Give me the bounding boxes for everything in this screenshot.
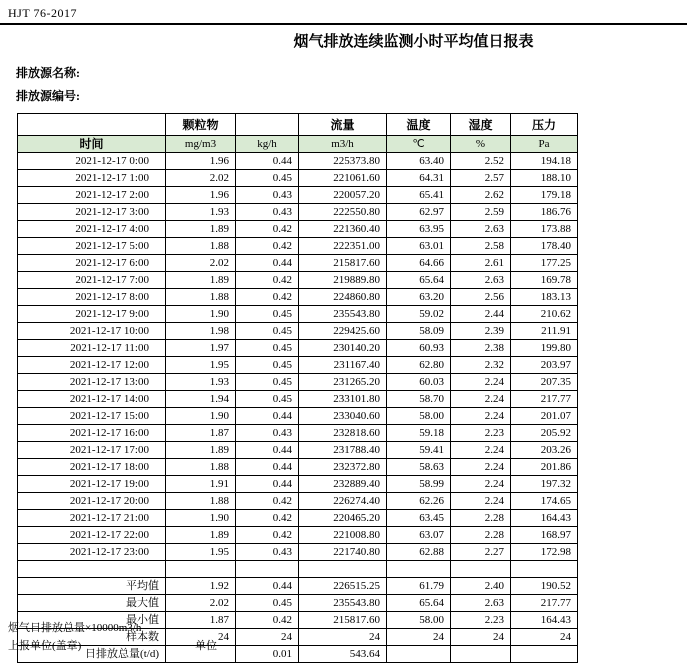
summary-cell-flow: 235543.80 [299,595,387,612]
cell-flow: 224860.80 [299,289,387,306]
cell-pm-kgh: 0.42 [236,510,299,527]
cell-temperature: 63.07 [387,527,451,544]
table-spacer-row [18,561,578,578]
cell-time: 2021-12-17 18:00 [18,459,166,476]
cell-temperature: 60.93 [387,340,451,357]
header-unit-pm-mgm3: mg/m3 [166,136,236,153]
summary-cell-humidity: 2.63 [451,595,511,612]
cell-flow: 221008.80 [299,527,387,544]
summary-row [18,578,578,595]
cell-flow: 221740.80 [299,544,387,561]
summary-cell-flow: 215817.60 [299,612,387,629]
summary-label: 平均值 [18,578,166,595]
summary-label: 最大值 [18,595,166,612]
cell-temperature: 63.40 [387,153,451,170]
summary-cell-pressure: 164.43 [511,612,578,629]
cell-time: 2021-12-17 16:00 [18,425,166,442]
cell-pressure: 194.18 [511,153,578,170]
cell-pm-mgm3: 1.95 [166,544,236,561]
cell-flow: 226274.40 [299,493,387,510]
cell-pm-mgm3: 1.91 [166,476,236,493]
table-row [18,408,578,425]
summary-cell-humidity: 24 [451,629,511,646]
summary-cell-humidity: 2.23 [451,612,511,629]
cell-pm-kgh: 0.42 [236,493,299,510]
cell-humidity: 2.38 [451,340,511,357]
cell-pressure: 178.40 [511,238,578,255]
cell-pm-mgm3: 1.93 [166,374,236,391]
header-divider [0,23,687,25]
cell-pressure: 205.92 [511,425,578,442]
cell-humidity: 2.39 [451,323,511,340]
table-row [18,357,578,374]
cell-pm-kgh: 0.44 [236,408,299,425]
cell-humidity: 2.56 [451,289,511,306]
spacer-cell [18,561,166,578]
header-unit-pressure: Pa [511,136,578,153]
cell-pm-kgh: 0.43 [236,544,299,561]
cell-humidity: 2.24 [451,476,511,493]
cell-temperature: 58.99 [387,476,451,493]
cell-flow: 233101.80 [299,391,387,408]
cell-flow: 232372.80 [299,459,387,476]
cell-humidity: 2.32 [451,357,511,374]
header-unit-pm-kgh: kg/h [236,136,299,153]
cell-humidity: 2.52 [451,153,511,170]
cell-pressure: 199.80 [511,340,578,357]
table-row [18,306,578,323]
table-row [18,493,578,510]
cell-flow: 221360.40 [299,221,387,238]
summary-cell-pm-mgm3: 1.92 [166,578,236,595]
summary-cell-flow: 24 [299,629,387,646]
cell-pm-mgm3: 1.90 [166,306,236,323]
table-row [18,323,578,340]
table-row [18,459,578,476]
summary-cell-pm-kgh: 0.45 [236,595,299,612]
summary-cell-temperature: 58.00 [387,612,451,629]
summary-cell-temperature: 24 [387,629,451,646]
table-row [18,527,578,544]
cell-humidity: 2.28 [451,510,511,527]
cell-temperature: 65.41 [387,187,451,204]
page-title: 烟气排放连续监测小时平均值日报表 [293,34,534,50]
cell-time: 2021-12-17 8:00 [18,289,166,306]
cell-pm-mgm3: 1.88 [166,493,236,510]
cell-temperature: 65.64 [387,272,451,289]
cell-pm-kgh: 0.44 [236,255,299,272]
cell-pm-kgh: 0.42 [236,289,299,306]
header-unit-temperature: ℃ [387,136,451,153]
daily-total-pm-kgh: 0.01 [236,646,299,663]
cell-time: 2021-12-17 17:00 [18,442,166,459]
document-code: HJT 76-2017 [8,6,77,20]
cell-temperature: 59.41 [387,442,451,459]
cell-pm-kgh: 0.45 [236,306,299,323]
cell-pm-mgm3: 1.96 [166,187,236,204]
cell-pressure: 207.35 [511,374,578,391]
summary-cell-pm-kgh: 0.42 [236,612,299,629]
cell-pm-mgm3: 2.02 [166,170,236,187]
cell-time: 2021-12-17 5:00 [18,238,166,255]
cell-pm-kgh: 0.45 [236,170,299,187]
cell-flow: 220057.20 [299,187,387,204]
cell-pm-kgh: 0.45 [236,374,299,391]
cell-time: 2021-12-17 4:00 [18,221,166,238]
summary-cell-flow: 226515.25 [299,578,387,595]
header-unit-humidity: % [451,136,511,153]
spacer-cell [236,561,299,578]
table-row [18,221,578,238]
cell-pm-kgh: 0.45 [236,391,299,408]
cell-pm-kgh: 0.43 [236,425,299,442]
summary-cell-pm-kgh: 0.44 [236,578,299,595]
cell-time: 2021-12-17 10:00 [18,323,166,340]
cell-temperature: 59.18 [387,425,451,442]
cell-time: 2021-12-17 0:00 [18,153,166,170]
source-code-label: 排放源编号: [16,89,80,103]
cell-pm-mgm3: 1.90 [166,510,236,527]
cell-flow: 232818.60 [299,425,387,442]
cell-pm-mgm3: 1.88 [166,238,236,255]
cell-pm-kgh: 0.43 [236,204,299,221]
table-row [18,289,578,306]
table-unit-header-row [18,136,578,153]
cell-temperature: 64.31 [387,170,451,187]
cell-pressure: 183.13 [511,289,578,306]
cell-pressure: 164.43 [511,510,578,527]
summary-cell-temperature: 65.64 [387,595,451,612]
cell-time: 2021-12-17 14:00 [18,391,166,408]
cell-time: 2021-12-17 1:00 [18,170,166,187]
cell-flow: 222550.80 [299,204,387,221]
summary-cell-pm-mgm3: 1.87 [166,612,236,629]
table-row [18,153,578,170]
table-row [18,238,578,255]
table-row [18,170,578,187]
cell-pm-kgh: 0.44 [236,153,299,170]
cell-time: 2021-12-17 15:00 [18,408,166,425]
table-row [18,391,578,408]
summary-cell-temperature: 61.79 [387,578,451,595]
cell-temperature: 62.26 [387,493,451,510]
cell-time: 2021-12-17 3:00 [18,204,166,221]
summary-label: 样本数 [18,629,166,646]
cell-pm-kgh: 0.44 [236,459,299,476]
table-row [18,255,578,272]
cell-flow: 231265.20 [299,374,387,391]
cell-temperature: 58.70 [387,391,451,408]
cell-temperature: 63.20 [387,289,451,306]
table-row [18,510,578,527]
cell-temperature: 58.00 [387,408,451,425]
cell-pm-kgh: 0.42 [236,272,299,289]
cell-pressure: 201.86 [511,459,578,476]
spacer-cell [451,561,511,578]
cell-pm-mgm3: 1.96 [166,153,236,170]
cell-flow: 219889.80 [299,272,387,289]
cell-time: 2021-12-17 13:00 [18,374,166,391]
cell-pm-kgh: 0.44 [236,476,299,493]
cell-humidity: 2.24 [451,408,511,425]
emission-report-table [17,113,578,663]
cell-pressure: 211.91 [511,323,578,340]
cell-humidity: 2.63 [451,272,511,289]
header-particulate-kgh-group [236,114,299,136]
cell-flow: 221061.60 [299,170,387,187]
cell-time: 2021-12-17 23:00 [18,544,166,561]
cell-pressure: 210.62 [511,306,578,323]
cell-humidity: 2.24 [451,374,511,391]
cell-temperature: 63.95 [387,221,451,238]
table-row [18,476,578,493]
cell-temperature: 64.66 [387,255,451,272]
cell-time: 2021-12-17 19:00 [18,476,166,493]
header-temperature-group: 温度 [387,114,451,136]
daily-total-label: 日排放总量(t/d) [18,646,166,663]
cell-time: 2021-12-17 20:00 [18,493,166,510]
cell-time: 2021-12-17 2:00 [18,187,166,204]
cell-humidity: 2.28 [451,527,511,544]
cell-temperature: 60.03 [387,374,451,391]
spacer-cell [387,561,451,578]
cell-pm-mgm3: 1.89 [166,272,236,289]
table-row [18,425,578,442]
cell-pm-mgm3: 1.95 [166,357,236,374]
cell-flow: 222351.00 [299,238,387,255]
cell-pressure: 179.18 [511,187,578,204]
header-unit-flow: m3/h [299,136,387,153]
table-row [18,204,578,221]
cell-pm-mgm3: 1.97 [166,340,236,357]
spacer-cell [511,561,578,578]
cell-flow: 229425.60 [299,323,387,340]
header-particulate-group: 颗粒物 [166,114,236,136]
cell-time: 2021-12-17 22:00 [18,527,166,544]
cell-pressure: 174.65 [511,493,578,510]
cell-humidity: 2.27 [451,544,511,561]
table-row [18,340,578,357]
cell-pressure: 172.98 [511,544,578,561]
summary-cell-pressure: 217.77 [511,595,578,612]
table-row [18,544,578,561]
cell-pm-mgm3: 1.89 [166,527,236,544]
cell-humidity: 2.24 [451,459,511,476]
cell-pm-mgm3: 1.98 [166,323,236,340]
cell-time: 2021-12-17 9:00 [18,306,166,323]
cell-pm-kgh: 0.42 [236,221,299,238]
cell-pressure: 169.78 [511,272,578,289]
cell-pm-kgh: 0.43 [236,187,299,204]
footer-unit-label: 单位 [195,640,217,652]
cell-flow: 235543.80 [299,306,387,323]
cell-pm-mgm3: 1.87 [166,425,236,442]
cell-flow: 215817.60 [299,255,387,272]
cell-humidity: 2.62 [451,187,511,204]
cell-humidity: 2.58 [451,238,511,255]
cell-pressure: 203.97 [511,357,578,374]
cell-temperature: 59.02 [387,306,451,323]
summary-cell-pm-mgm3: 2.02 [166,595,236,612]
cell-pm-mgm3: 1.89 [166,442,236,459]
table-group-header-row [18,114,578,136]
cell-temperature: 58.63 [387,459,451,476]
header-flow-group: 流量 [299,114,387,136]
table-row [18,442,578,459]
footer-note: 烟气日排放总量×10000m3/h [8,622,142,634]
source-name-label: 排放源名称: [16,66,80,80]
cell-time: 2021-12-17 12:00 [18,357,166,374]
cell-pressure: 203.26 [511,442,578,459]
cell-pressure: 188.10 [511,170,578,187]
cell-pm-kgh: 0.42 [236,238,299,255]
summary-cell-pressure: 24 [511,629,578,646]
table-row [18,374,578,391]
cell-temperature: 58.09 [387,323,451,340]
table-row [18,187,578,204]
cell-humidity: 2.63 [451,221,511,238]
summary-cell-pm-mgm3: 24 [166,629,236,646]
summary-cell-pressure: 190.52 [511,578,578,595]
cell-time: 2021-12-17 11:00 [18,340,166,357]
header-pressure-group: 压力 [511,114,578,136]
cell-pressure: 217.77 [511,391,578,408]
cell-humidity: 2.24 [451,493,511,510]
spacer-cell [166,561,236,578]
header-time-label: 时间 [18,136,166,153]
cell-pm-kgh: 0.45 [236,323,299,340]
summary-row [18,595,578,612]
cell-humidity: 2.61 [451,255,511,272]
cell-flow: 232889.40 [299,476,387,493]
table-row [18,272,578,289]
cell-pressure: 186.76 [511,204,578,221]
cell-temperature: 62.88 [387,544,451,561]
cell-pressure: 177.25 [511,255,578,272]
cell-humidity: 2.44 [451,306,511,323]
header-time-group [18,114,166,136]
cell-pm-mgm3: 1.89 [166,221,236,238]
cell-pm-mgm3: 1.88 [166,459,236,476]
cell-humidity: 2.59 [451,204,511,221]
cell-time: 2021-12-17 7:00 [18,272,166,289]
cell-flow: 220465.20 [299,510,387,527]
cell-humidity: 2.24 [451,442,511,459]
cell-temperature: 63.01 [387,238,451,255]
cell-pm-kgh: 0.45 [236,357,299,374]
cell-pm-mgm3: 1.93 [166,204,236,221]
summary-cell-humidity: 2.40 [451,578,511,595]
cell-temperature: 62.97 [387,204,451,221]
cell-time: 2021-12-17 6:00 [18,255,166,272]
cell-pm-mgm3: 1.90 [166,408,236,425]
cell-flow: 231167.40 [299,357,387,374]
cell-pm-kgh: 0.45 [236,340,299,357]
cell-pressure: 197.32 [511,476,578,493]
cell-pm-mgm3: 2.02 [166,255,236,272]
cell-pressure: 201.07 [511,408,578,425]
cell-flow: 231788.40 [299,442,387,459]
cell-pm-kgh: 0.44 [236,442,299,459]
cell-pm-kgh: 0.42 [236,527,299,544]
daily-total-flow: 543.64 [299,646,387,663]
cell-temperature: 63.45 [387,510,451,527]
cell-pressure: 168.97 [511,527,578,544]
cell-pressure: 173.88 [511,221,578,238]
cell-pm-mgm3: 1.88 [166,289,236,306]
cell-flow: 233040.60 [299,408,387,425]
cell-pm-mgm3: 1.94 [166,391,236,408]
summary-cell-pm-kgh: 24 [236,629,299,646]
cell-humidity: 2.57 [451,170,511,187]
cell-flow: 230140.20 [299,340,387,357]
cell-humidity: 2.24 [451,391,511,408]
summary-label: 最小值 [18,612,166,629]
header-humidity-group: 湿度 [451,114,511,136]
spacer-cell [299,561,387,578]
cell-time: 2021-12-17 21:00 [18,510,166,527]
cell-humidity: 2.23 [451,425,511,442]
cell-temperature: 62.80 [387,357,451,374]
footer-report-unit-label: 上报单位(盖章) [8,640,82,652]
cell-flow: 225373.80 [299,153,387,170]
